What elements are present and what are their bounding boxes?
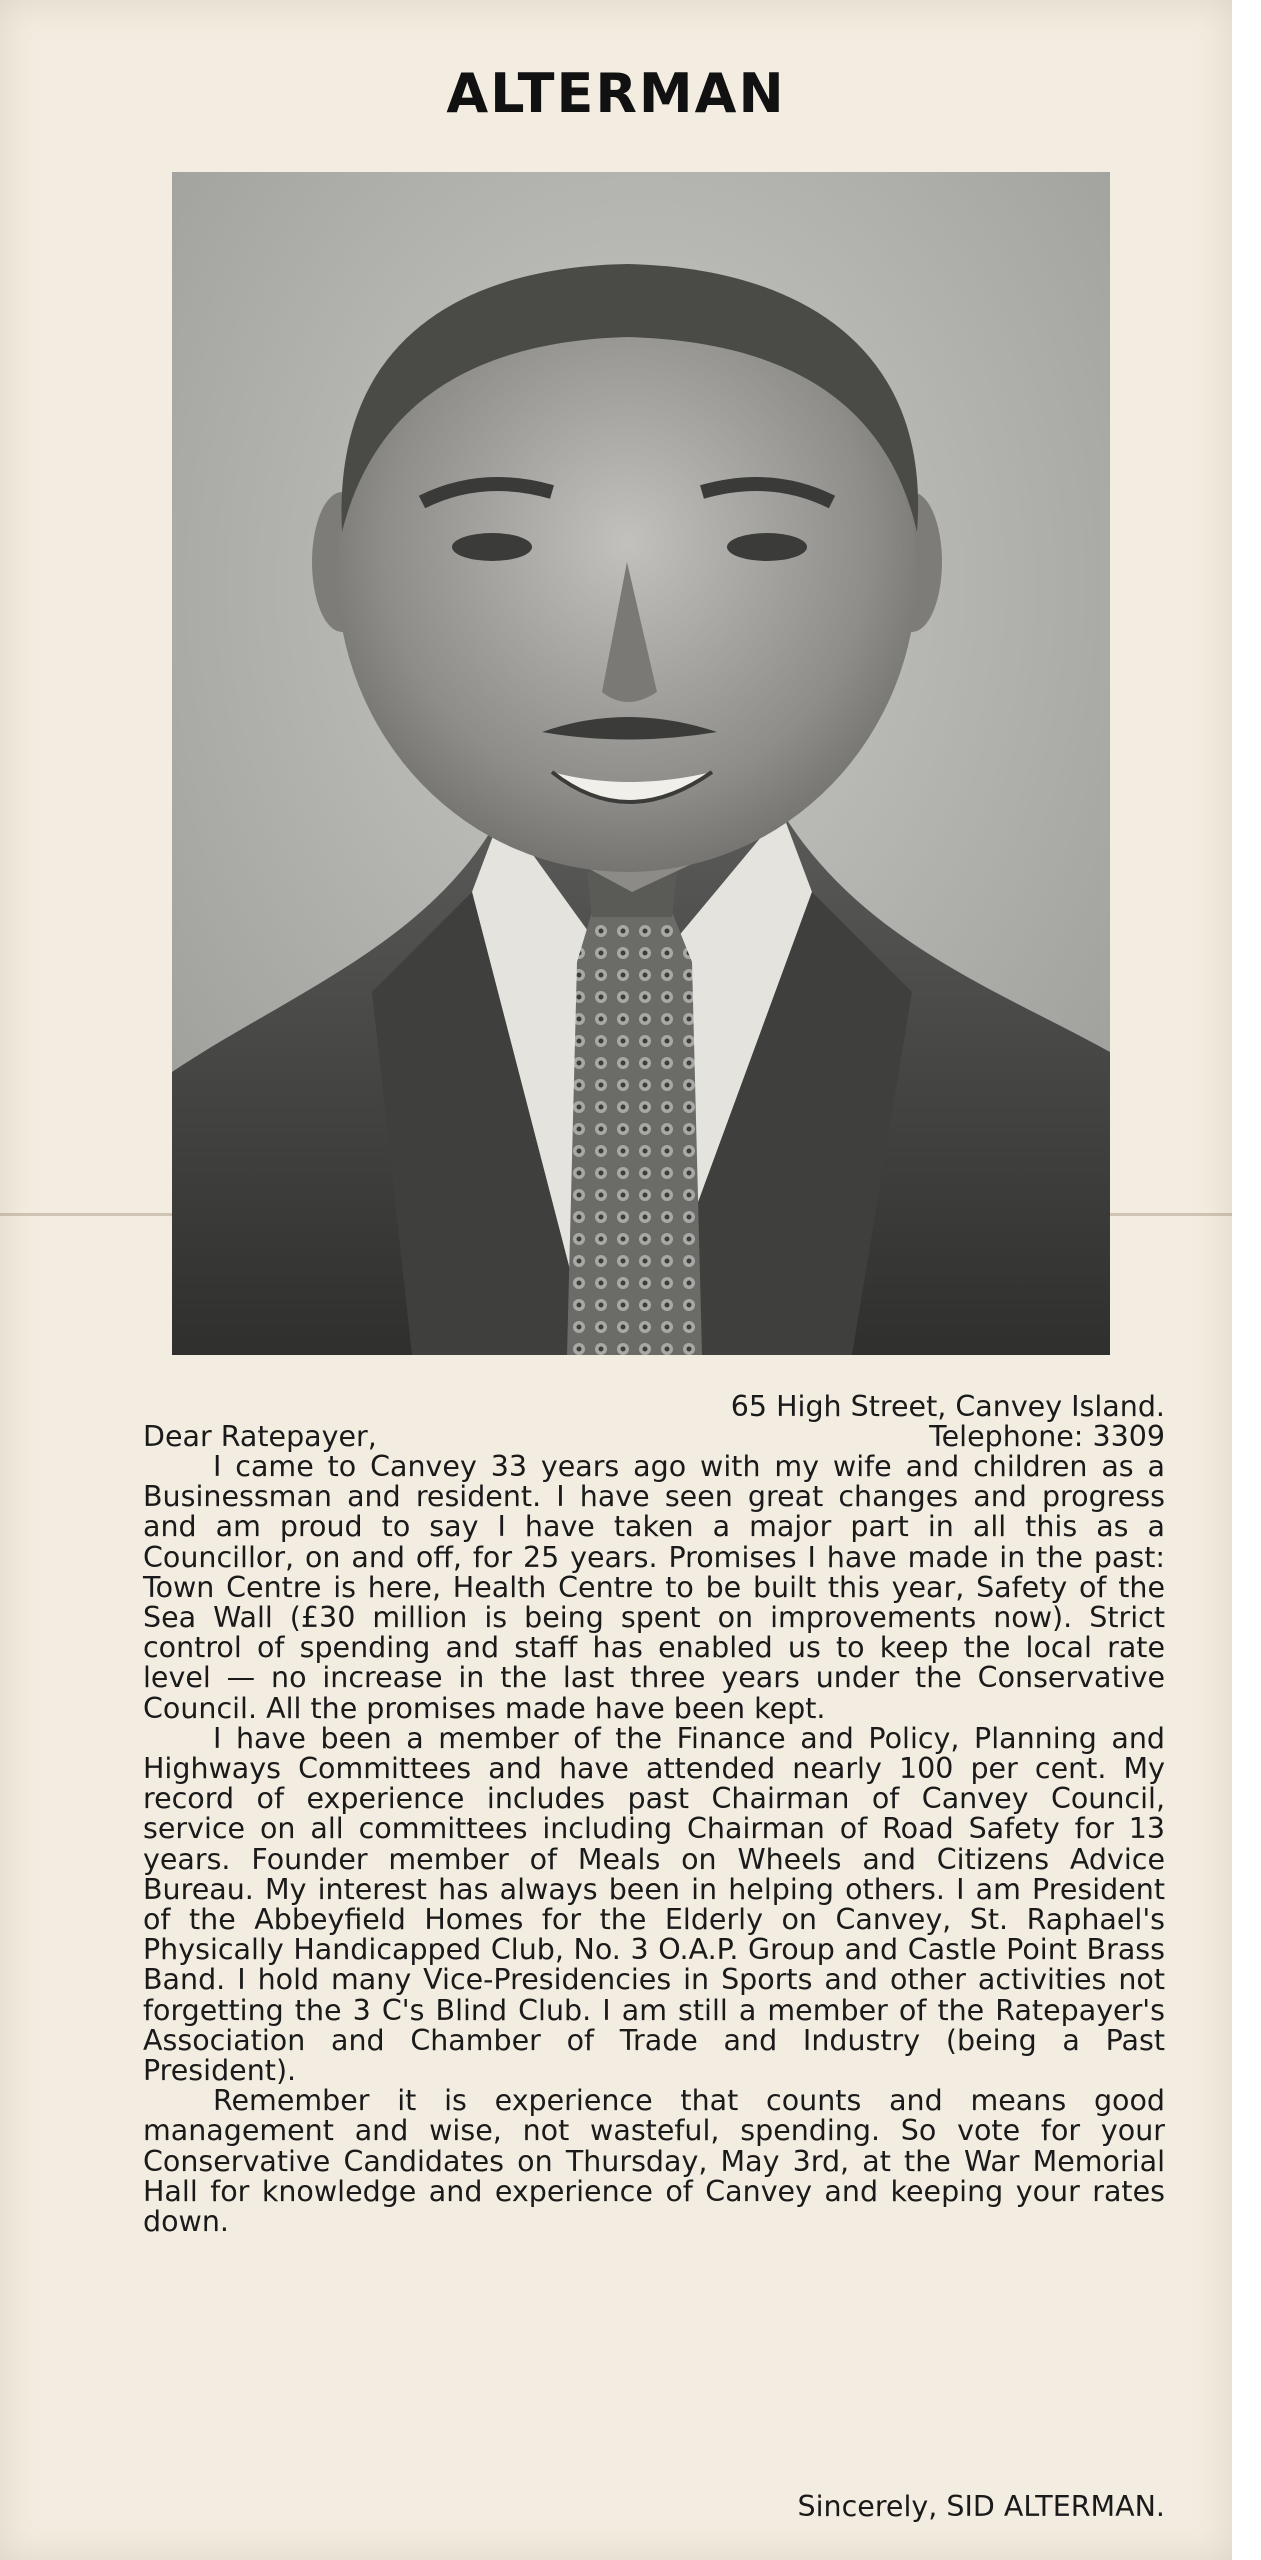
- telephone-line: Telephone: 3309: [929, 1420, 1165, 1454]
- letter-body: [143, 1452, 1165, 2237]
- salutation: Dear Ratepayer,: [143, 1420, 377, 1453]
- paragraph: Remember it is experience that counts and means good management and wise, not wasteful, spending. So vote for your Conservative Candidates on Thursday, May 3rd, at the War Memorial Hall for knowledge and experience of Canvey and keeping your rates down.: [143, 2084, 1165, 2239]
- paragraph: I have been a member of the Finance and Policy, Planning and Highways Committees and have attended nearly 100 per cent. My record of experience includes past Chairman of Canvey Council, service on all committees including Chairman of Road Safety for 13 years. Founder member of Meals on Wheels and Citizens Advice Bureau. My interest has always been in helping others. I am President of the Abbeyfield Homes for the Elderly on Canvey, St. Raphael's Physically Handicapped Club, No. 3 O.A.P. Group and Castle Point Brass Band. I hold many Vice-Presidencies in Sports and other activities not forgetting the 3 C's Blind Club. I am still a member of the Ratepayer's Association and Chamber of Trade and Industry (being a Past President).: [143, 1721, 1165, 2088]
- page-title: ALTERMAN: [446, 62, 786, 125]
- paragraph: I came to Canvey 33 years ago with my wife and children as a Businessman and resident. I have seen great changes and progress and am proud to say I have taken a major part in all this as a Councillor, on and off, for 25 years. Promises I have made in the past: Town Centre is here, Health Centre to be built this year, Safety of the Sea Wall (£30 million is being spent on improvements now). Strict control of spending and staff has enabled us to keep the local rate level — no increase in the last three years under the Conservative Council. All the promises made have been kept.: [143, 1450, 1165, 1725]
- address-line: 65 High Street, Canvey Island.: [730, 1390, 1165, 1423]
- portrait-photo: [172, 172, 1110, 1355]
- signoff: Sincerely, SID ALTERMAN.: [797, 2490, 1165, 2523]
- portrait-photo-icon: [172, 172, 1110, 1355]
